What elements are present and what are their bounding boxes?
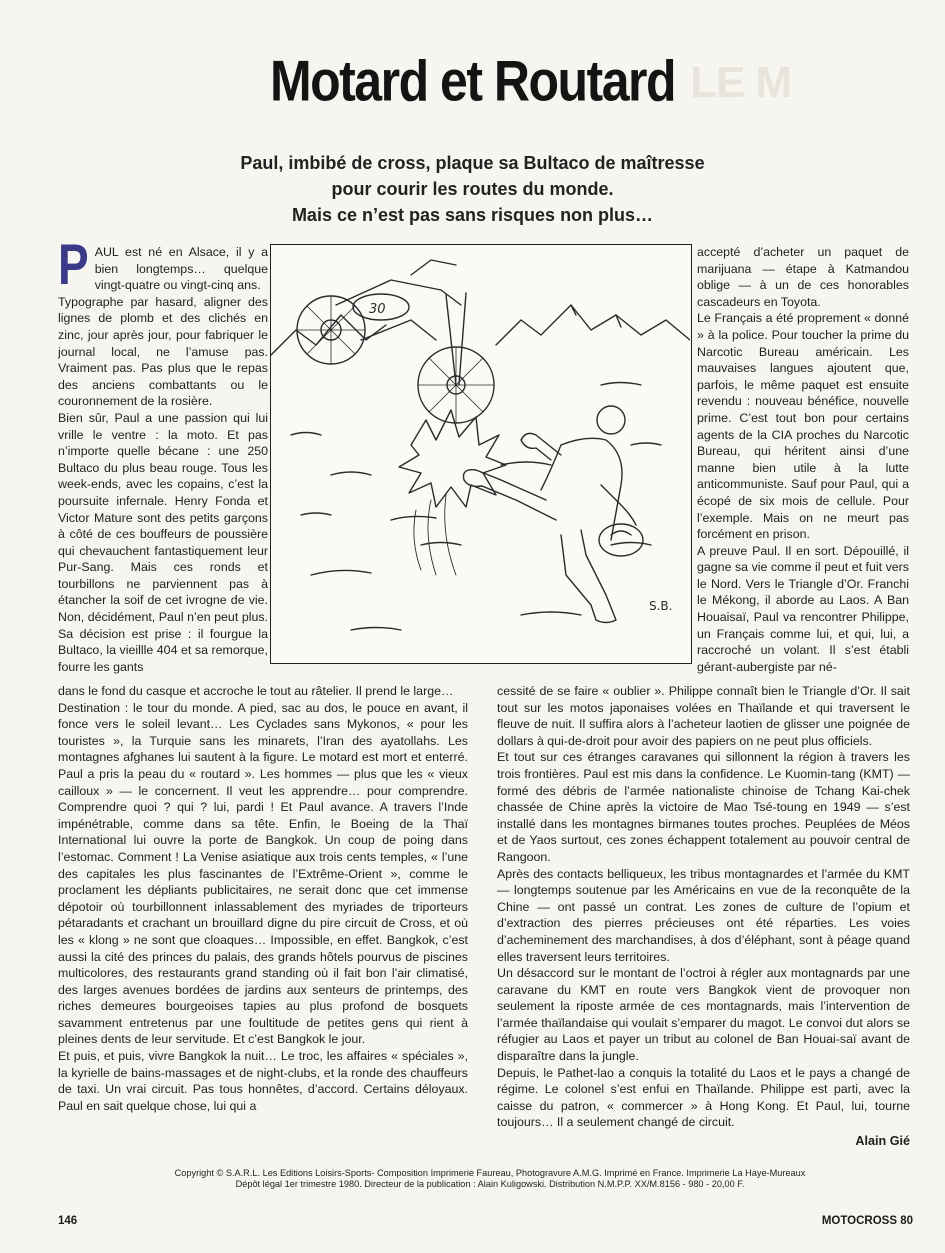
paragraph: cessité de se faire « oublier ». Philippe connaît bien le Triangle d’Or. Il sait tout sur les motos japonaises volées en Thaïlande et qui traversent le fleuve de nuit. Il suffira alors à l’acheteur laotien de glisser une poignée de dollars à qui-de-droit pour avoir des papiers on ne peut plus officiels. [497, 684, 910, 748]
paragraph: A preuve Paul. Il en sort. Dépouillé, il gagne sa vie comme il peut et fuit vers le Nord. Vers le Triangle d’Or. Franchi le Mékong, il aborde au Laos. A Ban Houaisaï, Paul va rencontrer Philippe, un Français comme lui, et qui, lui, a raccroché un volant. Il s’est établi gérant-aubergiste par né- [697, 543, 909, 674]
copyright-line: Dépôt légal 1er trimestre 1980. Directeur de la publication : Alain Kuligowski. Distribution N.M.P.P. XX/M.8156 - 980 - 20,00 F. [235, 1179, 745, 1189]
copyright-notice [90, 1168, 890, 1190]
paragraph [58, 231, 268, 297]
paragraph: dans le fond du casque et accroche le tout au râtelier. Il prend le large… [58, 684, 454, 698]
copyright-line: Copyright © S.A.R.L. Les Editions Loisirs-Sports- Composition Imprimerie Faureau, Photogravure A.M.G. Imprimé en France. Imprimerie La Haye-Mureaux [174, 1168, 806, 1178]
paragraph: Après des contacts belliqueux, les tribus montagnardes et l’armée du KMT — longtemps soutenue par les Américains en vue de la reconquête de la Chine — ont passé un contrat. Les zones de culture de l’opium et d’extraction des pierres précieuses ont été réparties. Les voies d’acheminement des marchandises, à dos d’éléphant, sont à péage quand elles traversent leurs territoires. [497, 866, 910, 964]
subtitle-line: Paul, imbibé de cross, plaque sa Bultaco de maîtresse [240, 153, 705, 173]
paragraph: Bien sûr, Paul a une passion qui lui vrille le ventre : la moto. Et pas n’importe quelle bécane : une 250 Bultaco du plus beau rouge. Tous les week-ends, avec les copains, c’est la poursuite infernale. Henry Fonda et Victor Mature sont des petits garçons à côté de ces bouffeurs de poussière qui chevauchent fantastiquement leur Pur-Sang. Mais ces ronds et tourbillons ne parviennent pas à étancher la soif de cet ivrogne de vie. Non, décidément, Paul n’en peut plus. Sa décision est prise : il fourgue la Bultaco, la vieillle 404 et sa remorque, fourre les gants [58, 410, 268, 674]
paragraph: Le Français a été proprement « donné » à la police. Pour toucher la prime du Narcotic Bureau américain. Les mauvaises langues ajoutent que, parfois, le même paquet est ensuite revendu : nouveau bénéfice, nouvelle prime. C’est tout bon pour certains agents de la CIA proches du Narcotic Bureau, qui héritent ainsi d’une manne bien utile à la lutte anticommuniste. Sauf pour Paul, qui a écopé de six mois de cellule. Pour l’exemple. Mais on ne meurt pas forcément en prison. [697, 311, 909, 542]
paragraph: accepté d’acheter un paquet de marijuana — étape à Katmandou oblige — à un de ces honorables cascadeurs en Toyota. [697, 245, 909, 309]
column-bottom-left [58, 683, 468, 1114]
column-right [697, 244, 909, 675]
article-title: Motard et Routard [269, 48, 676, 114]
sketch-illustration [271, 245, 690, 662]
plate-number: 30 [369, 302, 386, 317]
page-number: 146 [58, 1215, 78, 1227]
magazine-name: MOTOCROSS 80 [821, 1215, 913, 1227]
paragraph: Typographe par hasard, aligner des lignes de plomb et des clichés en zinc, jour après jour, pour fabriquer le journal local, ne l’amuse pas. Vraiment pas. Pas plus que le repas des anciens combattants ou le couronnement de la rosière. [58, 294, 268, 409]
paragraph: Destination : le tour du monde. A pied, sac au dos, le pouce en avant, il fonce vers le soleil levant… Les Cyclades sans Mykonos, « pour les touristes », la Turquie sans les minarets, l’Iran des ayatollahs. Les montagnes afghanes lui sautent à la figure. Le motard est mort et enterré. Paul a pris la peau du « routard ». Les hommes — plus que les « vieux cailloux » — le concernent. Il veut les apprendre… pour comprendre. Comprendre quoi ? qui ? lui, pardi ! Et Paul avance. A travers l’Inde impénétrable, comme dans sa tête. Enfin, le Boeing de la Thaï International lui ouvre la porte de Bangkok. Un coup de poing dans l’estomac. Comment ! La Venise asiatique aux trois cents temples, « l’une des capitales les plus fascinantes de l’Extrême-Orient », comme le proclament les dépliants publicitaires, ne serait donc que cet immense dépotoir où tourbillonnent inlassablement des myriades de triporteurs pétaradants et crachant un brouillard digne du pire circuit de Cross, et où les « klong » ne sont que cloaques… Impossible, en effet. Bangkok, c’est aussi la cité des princes du palais, des grands hôtels pourvus de piscines multicolores, des restaurants grand standing où il fait bon l’air climatisé, des larges avenues bordées de jardins aux senteurs de printemps, des riches demeures bourgeoises tapies au plus profond de bosquets savamment entretenus par une foultitude de petites gens qui rient à pleines dents de leur servitude. Et c’est Bangkok le jour. [58, 700, 468, 1047]
column-bottom-right [497, 683, 910, 1150]
drop-cap: P [58, 231, 89, 297]
subtitle-line: Mais ce n’est pas sans risques non plus… [291, 205, 654, 225]
paragraph: Et tout sur ces étranges caravanes qui sillonnent la région à travers les trois frontières. Paul est mis dans la confidence. Le Kuomin-tang (KMT) — formé des débris de l’armée nationaliste chinoise de Tchang Kai-chek chassée de Chine après la victoire de Mao Tsé-toung en 1949 — s’est installé dans les montagnes birmanes toutes proches. Peuplées de Méos et de Yaos surtout, ces zones échappent totalement au pouvoir central de Rangoon. [497, 750, 910, 864]
column-left [58, 231, 268, 675]
illustration-motard [270, 244, 692, 664]
author-byline: Alain Gié [855, 1134, 910, 1149]
paragraph: Et puis, et puis, vivre Bangkok la nuit… Le troc, les affaires « spéciales », la kyrielle de bains-massages et de night-clubs, et la ronde des chauffeurs de taxi. Un vrai circuit. Pas tous honnêtes, d’accord. Certains déloyaux. Paul en sait quelque chose, lui qui a [58, 1049, 468, 1113]
paragraph: Un désaccord sur le montant de l’octroi à régler aux montagnards par une caravane du KMT en route vers Bangkok vient de provoquer non seulement la riposte armée de ces montagnards, mais l’intervention de l’armée thaïlandaise qui voulait s’emparer du magot. Le convoi dut alors se réfugier au Laos et payer un tribut au colonel de Ban Houai-saï avant de disparaître dans la jungle. [497, 966, 910, 1064]
bleed-through-title: LE M [690, 58, 792, 107]
artist-signature: S.B. [649, 599, 673, 613]
article-subtitle [120, 150, 825, 228]
paragraph: Depuis, le Pathet-lao a conquis la totalité du Laos et le pays a changé de régime. Le colonel s’est enfui en Thaïlande. Philippe est parti, avec la caisse du patron, « commercer » à Hong Kong. Et Paul, lui, tourne toujours… Il a seulement changé de circuit. [497, 1065, 910, 1130]
subtitle-line: pour courir les routes du monde. [331, 179, 614, 199]
paragraph-text: AUL est né en Alsace, il y a bien longtemps… quelque vingt-quatre ou vingt-cinq ans. [94, 245, 268, 293]
